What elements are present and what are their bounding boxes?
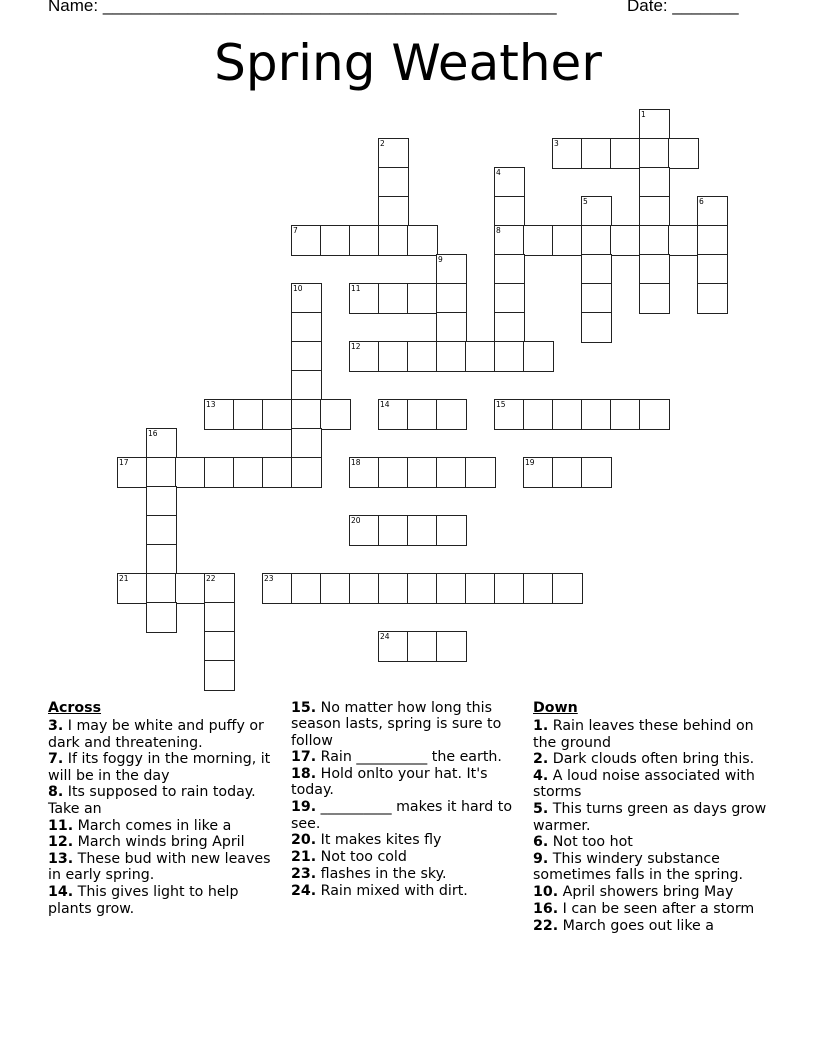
grid-cell[interactable] [407, 457, 438, 488]
clue-item-text: __________ makes it hard to see. [291, 799, 512, 832]
clue-item-text: March winds bring April [73, 834, 245, 851]
grid-cell[interactable] [291, 225, 322, 256]
grid-cell[interactable] [552, 138, 583, 169]
clue-number: 6 [699, 197, 704, 206]
grid-cell[interactable] [697, 283, 728, 314]
grid-cell[interactable] [291, 283, 322, 314]
grid-cell[interactable] [668, 138, 699, 169]
clue-item-number: 3. [48, 718, 64, 735]
grid-cell[interactable] [349, 457, 380, 488]
clue-number: 10 [293, 284, 303, 293]
grid-cell[interactable] [175, 573, 206, 604]
clue-number: 7 [293, 226, 298, 235]
grid-cell[interactable] [146, 602, 177, 633]
clue-item-number: 17. [291, 749, 317, 766]
grid-cell[interactable] [494, 254, 525, 285]
name-blank[interactable]: ________________________________________________ [102, 0, 557, 15]
grid-cell[interactable] [320, 399, 351, 430]
grid-cell[interactable] [639, 399, 670, 430]
grid-cell[interactable] [581, 225, 612, 256]
name-label: Name: [48, 0, 99, 15]
grid-cell[interactable] [349, 283, 380, 314]
clue-item [533, 768, 773, 801]
clue-item-text: Not too hot [548, 834, 633, 851]
clue-item [48, 851, 280, 884]
clue-item-number: 21. [291, 849, 317, 866]
clue-item-number: 14. [48, 884, 74, 901]
grid-cell[interactable] [523, 457, 554, 488]
clue-item-number: 5. [533, 801, 549, 818]
grid-cell[interactable] [349, 573, 380, 604]
grid-cell[interactable] [378, 283, 409, 314]
clue-number: 14 [380, 400, 390, 409]
grid-cell[interactable] [291, 457, 322, 488]
grid-cell[interactable] [320, 225, 351, 256]
clue-item-text: This turns green as days grow warmer. [533, 801, 767, 834]
grid-cell[interactable] [639, 109, 670, 140]
grid-cell[interactable] [465, 341, 496, 372]
grid-cell[interactable] [349, 225, 380, 256]
grid-cell[interactable] [465, 573, 496, 604]
clue-item [533, 834, 773, 850]
grid-cell[interactable] [233, 399, 264, 430]
clue-item [48, 751, 280, 784]
grid-cell[interactable] [146, 457, 177, 488]
grid-cell[interactable] [494, 341, 525, 372]
grid-cell[interactable] [146, 486, 177, 517]
clue-item [291, 849, 523, 865]
grid-cell[interactable] [552, 225, 583, 256]
grid-cell[interactable] [378, 631, 409, 662]
clue-number: 4 [496, 168, 501, 177]
grid-cell[interactable] [146, 544, 177, 575]
grid-cell[interactable] [378, 138, 409, 169]
grid-cell[interactable] [581, 283, 612, 314]
grid-cell[interactable] [697, 254, 728, 285]
clue-item [48, 884, 280, 917]
clue-number: 12 [351, 342, 361, 351]
grid-cell[interactable] [291, 370, 322, 401]
grid-cell[interactable] [523, 341, 554, 372]
clue-item-text: Dark clouds often bring this. [548, 751, 755, 768]
grid-cell[interactable] [349, 341, 380, 372]
grid-cell[interactable] [494, 167, 525, 198]
clue-number: 1 [641, 110, 646, 119]
grid-cell[interactable] [407, 341, 438, 372]
grid-cell[interactable] [581, 457, 612, 488]
grid-cell[interactable] [697, 196, 728, 227]
clue-number: 11 [351, 284, 361, 293]
clue-item-text: It makes kites fly [316, 832, 442, 849]
grid-cell[interactable] [204, 660, 235, 691]
clue-item [533, 918, 773, 934]
grid-cell[interactable] [117, 573, 148, 604]
clue-number: 20 [351, 516, 361, 525]
grid-cell[interactable] [349, 515, 380, 546]
grid-cell[interactable] [639, 254, 670, 285]
clue-number: 19 [525, 458, 535, 467]
clue-number: 5 [583, 197, 588, 206]
grid-cell[interactable] [117, 457, 148, 488]
grid-cell[interactable] [610, 225, 641, 256]
clue-item [48, 818, 280, 834]
clue-item [533, 751, 773, 767]
grid-cell[interactable] [494, 196, 525, 227]
clue-number: 13 [206, 400, 216, 409]
clue-number: 9 [438, 255, 443, 264]
grid-cell[interactable] [378, 167, 409, 198]
clue-number: 15 [496, 400, 506, 409]
grid-cell[interactable] [436, 457, 467, 488]
grid-cell[interactable] [175, 457, 206, 488]
grid-cell[interactable] [639, 167, 670, 198]
clue-item [291, 749, 523, 765]
grid-cell[interactable] [465, 457, 496, 488]
grid-cell[interactable] [320, 573, 351, 604]
grid-cell[interactable] [378, 457, 409, 488]
across-heading: Across [48, 700, 102, 716]
clue-item-number: 9. [533, 851, 549, 868]
clue-number: 22 [206, 574, 216, 583]
grid-cell[interactable] [436, 254, 467, 285]
clue-item-text: March comes in like a [73, 817, 232, 834]
grid-cell[interactable] [407, 573, 438, 604]
grid-cell[interactable] [291, 573, 322, 604]
grid-cell[interactable] [262, 573, 293, 604]
grid-cell[interactable] [436, 631, 467, 662]
clue-item-text: A loud noise associated with storms [533, 768, 755, 801]
grid-cell[interactable] [697, 225, 728, 256]
clue-item [533, 884, 773, 900]
clue-item-text: Not too cold [316, 849, 407, 866]
clue-item-text: I can be seen after a storm [558, 901, 755, 918]
grid-cell[interactable] [204, 457, 235, 488]
clue-number: 23 [264, 574, 274, 583]
grid-cell[interactable] [378, 341, 409, 372]
grid-cell[interactable] [436, 312, 467, 343]
grid-cell[interactable] [378, 225, 409, 256]
clue-item [291, 700, 523, 749]
grid-cell[interactable] [552, 399, 583, 430]
clues-across-column-1 [48, 700, 280, 917]
clue-item-number: 15. [291, 700, 317, 716]
clue-item-text: I may be white and puffy or dark and threatening. [48, 718, 264, 751]
clue-item [533, 851, 773, 884]
grid-cell[interactable] [378, 196, 409, 227]
clue-item-number: 2. [533, 751, 549, 768]
clue-item-number: 8. [48, 784, 64, 801]
clue-number: 8 [496, 226, 501, 235]
clue-item [291, 883, 523, 899]
grid-cell[interactable] [378, 515, 409, 546]
grid-cell[interactable] [581, 399, 612, 430]
grid-cell[interactable] [146, 515, 177, 546]
date-label: Date: [627, 0, 668, 15]
grid-cell[interactable] [581, 196, 612, 227]
clue-item-number: 4. [533, 768, 549, 785]
grid-cell[interactable] [610, 138, 641, 169]
grid-cell[interactable] [494, 312, 525, 343]
clue-item [291, 832, 523, 848]
grid-cell[interactable] [204, 631, 235, 662]
grid-cell[interactable] [233, 457, 264, 488]
grid-cell[interactable] [639, 283, 670, 314]
grid-cell[interactable] [639, 196, 670, 227]
grid-cell[interactable] [407, 515, 438, 546]
clue-item-number: 6. [533, 834, 549, 851]
grid-cell[interactable] [494, 283, 525, 314]
clue-item-number: 24. [291, 882, 317, 899]
clue-item-text: April showers bring May [558, 884, 734, 901]
clue-item-text: This windery substance sometimes falls in the spring. [533, 851, 743, 884]
clues-across-column-2 [291, 700, 523, 900]
grid-cell[interactable] [639, 225, 670, 256]
grid-cell[interactable] [581, 312, 612, 343]
clue-item [291, 866, 523, 882]
clue-item [533, 901, 773, 917]
grid-cell[interactable] [407, 399, 438, 430]
grid-cell[interactable] [436, 283, 467, 314]
grid-cell[interactable] [610, 399, 641, 430]
grid-cell[interactable] [291, 341, 322, 372]
grid-cell[interactable] [291, 428, 322, 459]
clue-item-text: March goes out like a [558, 917, 714, 934]
grid-cell[interactable] [523, 225, 554, 256]
clue-item-number: 22. [533, 917, 559, 934]
clue-item-number: 13. [48, 851, 74, 868]
grid-cell[interactable] [436, 341, 467, 372]
clue-item-number: 11. [48, 817, 74, 834]
clue-item [48, 834, 280, 850]
clue-item-text: Rain __________ the earth. [316, 749, 502, 766]
clue-item [533, 801, 773, 834]
clue-item-number: 18. [291, 766, 317, 783]
clue-item-number: 7. [48, 751, 64, 768]
grid-cell[interactable] [204, 399, 235, 430]
clue-item-text: This gives light to help plants grow. [48, 884, 239, 917]
grid-cell[interactable] [639, 138, 670, 169]
grid-cell[interactable] [494, 225, 525, 256]
clue-item-number: 12. [48, 834, 74, 851]
clues-down-column [533, 700, 773, 935]
clue-item-text: Rain leaves these behind on the ground [533, 718, 754, 751]
clue-item [48, 718, 280, 751]
grid-cell[interactable] [436, 515, 467, 546]
down-heading: Down [533, 700, 578, 716]
grid-cell[interactable] [523, 399, 554, 430]
name-line [48, 0, 557, 16]
grid-cell[interactable] [407, 283, 438, 314]
grid-cell[interactable] [407, 225, 438, 256]
clue-item-number: 1. [533, 718, 549, 735]
grid-cell[interactable] [262, 399, 293, 430]
clue-number: 21 [119, 574, 129, 583]
clue-item [291, 766, 523, 799]
clue-item-text: flashes in the sky. [316, 865, 447, 882]
clue-number: 3 [554, 139, 559, 148]
grid-cell[interactable] [204, 573, 235, 604]
grid-cell[interactable] [552, 573, 583, 604]
clue-item-text: No matter how long this season lasts, spring is sure to follow [291, 700, 502, 749]
clue-item [533, 718, 773, 751]
clue-number: 17 [119, 458, 129, 467]
grid-cell[interactable] [436, 399, 467, 430]
grid-cell[interactable] [552, 457, 583, 488]
grid-cell[interactable] [262, 457, 293, 488]
clue-item-text: Hold onlto your hat. It's today. [291, 766, 488, 799]
grid-cell[interactable] [204, 602, 235, 633]
grid-cell[interactable] [668, 225, 699, 256]
grid-cell[interactable] [378, 399, 409, 430]
date-blank[interactable]: _______ [672, 0, 739, 15]
clue-number: 16 [148, 429, 158, 438]
clue-item-text: Rain mixed with dirt. [316, 882, 468, 899]
clue-item [291, 799, 523, 832]
clue-number: 18 [351, 458, 361, 467]
date-line [627, 0, 739, 16]
grid-cell[interactable] [407, 631, 438, 662]
grid-cell[interactable] [146, 573, 177, 604]
clue-item-text: Its supposed to rain today. Take an [48, 784, 256, 817]
clue-item-number: 23. [291, 865, 317, 882]
grid-cell[interactable] [581, 138, 612, 169]
grid-cell[interactable] [291, 399, 322, 430]
grid-cell[interactable] [378, 573, 409, 604]
clue-item-number: 16. [533, 901, 559, 918]
grid-cell[interactable] [146, 428, 177, 459]
page-title: Spring Weather [214, 34, 602, 92]
clue-item [48, 784, 280, 817]
clue-item-text: These bud with new leaves in early spring. [48, 851, 271, 884]
grid-cell[interactable] [523, 573, 554, 604]
clue-item-number: 19. [291, 799, 317, 816]
grid-cell[interactable] [436, 573, 467, 604]
grid-cell[interactable] [494, 573, 525, 604]
clue-number: 24 [380, 632, 390, 641]
grid-cell[interactable] [581, 254, 612, 285]
clue-item-number: 20. [291, 832, 317, 849]
grid-cell[interactable] [291, 312, 322, 343]
clue-number: 2 [380, 139, 385, 148]
grid-cell[interactable] [494, 399, 525, 430]
clue-item-text: If its foggy in the morning, it will be in the day [48, 751, 271, 784]
clue-item-number: 10. [533, 884, 559, 901]
